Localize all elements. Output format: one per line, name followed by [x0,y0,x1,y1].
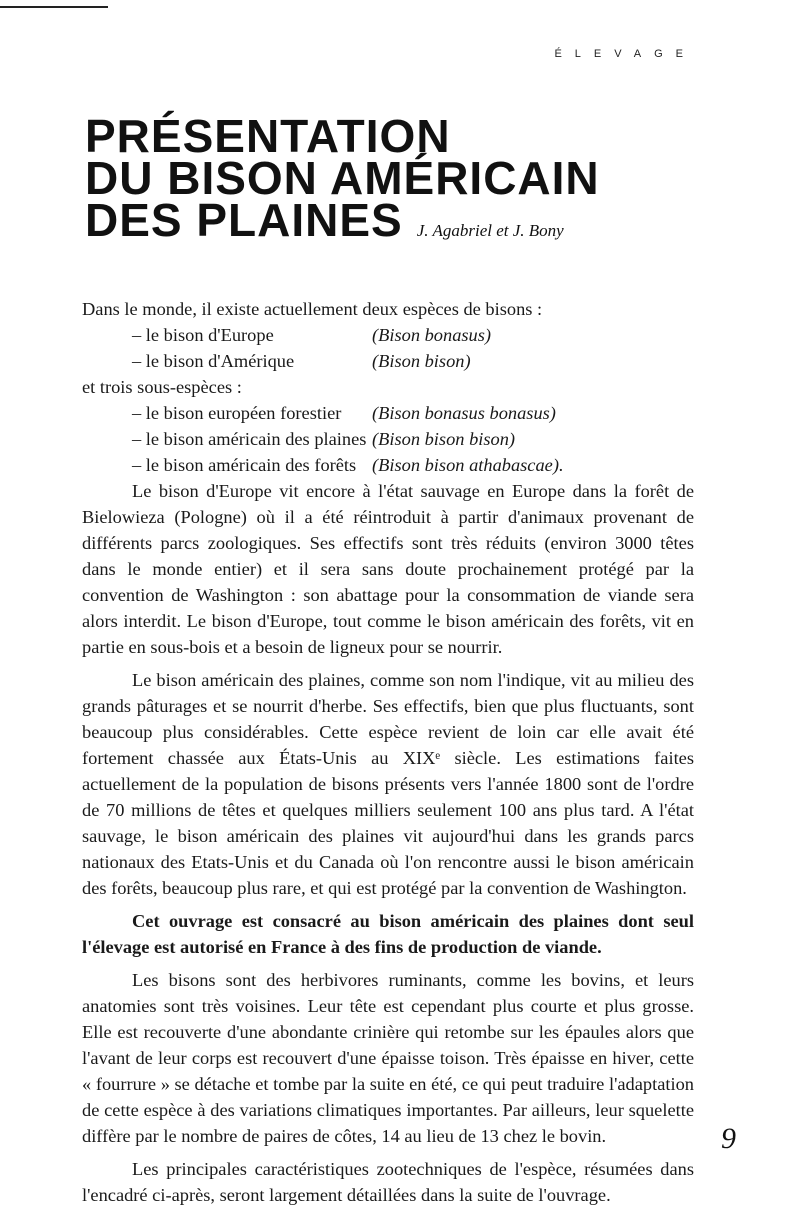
species-row [82,348,694,374]
title-authors: J. Agabriel et J. Bony [416,221,564,240]
chapter-title [85,110,725,252]
subspecies-name: – le bison américain des forêts [132,455,357,475]
subspecies-latin: (Bison bison bison) [372,429,516,449]
subspecies-name: – le bison américain des plaines [132,429,367,449]
page-number: 9 [721,1122,736,1155]
subspecies-row [82,426,694,452]
title-line-2: DU BISON AMÉRICAIN [85,152,600,204]
title-line-3 [85,194,725,252]
species-row [82,322,694,348]
title-line-3-text: DES PLAINES [85,194,403,246]
species-latin: (Bison bison) [372,351,471,371]
subspecies-row [82,400,694,426]
species-latin: (Bison bonasus) [372,325,492,345]
subspecies-latin: (Bison bonasus bonasus) [372,403,556,423]
subspecies-latin: (Bison bison athabascae). [372,455,564,475]
title-line-1: PRÉSENTATION [85,110,451,162]
body-text [82,296,694,1215]
paragraph-ouvrage-bold: Cet ouvrage est consacré au bison américain des plaines dont seul l'élevage est autorisé en France à des fins de production de viande. [82,911,694,957]
species-name: – le bison d'Amérique [132,351,295,371]
paragraph-caracteristiques: Les principales caractéristiques zootechniques de l'espèce, résumées dans l'encadré ci-après, seront largement détaillées dans la suite de l'ouvrage. [82,1159,694,1205]
top-rule [0,6,108,8]
running-head: ÉLEVAGE [554,48,696,60]
paragraph-bison-plaines: Le bison américain des plaines, comme son nom l'indique, vit au milieu des grands pâturages et se nourrit d'herbe. Ses effectifs, bien que plus fluctuants, sont beaucoup plus considérables. Cette espèce revient de loin car elle avait été fortement chassée aux États-Unis au XIXᵉ siècle. Les estimations faites actuellement de la population de bisons présents vers l'année 1800 sont de l'ordre de 70 millions de têtes et quelques milliers seulement 100 ans plus tard. A l'état sauvage, le bison américain des plaines vit aujourd'hui dans les grands parcs nationaux des Etats-Unis et du Canada où l'on rencontre aussi le bison américain des forêts, beaucoup plus rare, et qui est protégé par la convention de Washington. [82,670,694,898]
paragraph-anatomie: Les bisons sont des herbivores ruminants, comme les bovins, et leurs anatomies sont très voisines. Leur tête est cependant plus courte et plus grosse. Elle est recouverte d'une abondante crinière qui retombe sur les épaules alors que l'avant de leur corps est recouvert d'une épaisse toison. Très épaisse en hiver, cette « fourrure » se détache et tombe par la suite en été, ce qui peut traduire l'adaptation de cette espèce à des variations climatiques importantes. Par ailleurs, leur squelette diffère par le nombre de paires de côtes, 14 au lieu de 13 chez le bovin. [82,970,694,1146]
subspecies-row [82,452,694,478]
paragraph-bison-europe: Le bison d'Europe vit encore à l'état sauvage en Europe dans la forêt de Bielowieza (Pologne) où il a été réintroduit à partir d'animaux provenant de différents parcs zoologiques. Ses effectifs sont très réduits (environ 3000 têtes dans le monde entier) et il sera sans doute prochainement protégé par la convention de Washington : son abattage pour la consommation de viande sera alors interdit. Le bison d'Europe, tout comme le bison américain des forêts, vit en partie en sous-bois et a besoin de ligneux pour se nourrir. [82,481,694,657]
species-name: – le bison d'Europe [132,325,274,345]
subspecies-lead: et trois sous-espèces : [82,377,242,397]
species-lead: Dans le monde, il existe actuellement deux espèces de bisons : [82,299,543,319]
subspecies-name: – le bison européen forestier [132,403,342,423]
